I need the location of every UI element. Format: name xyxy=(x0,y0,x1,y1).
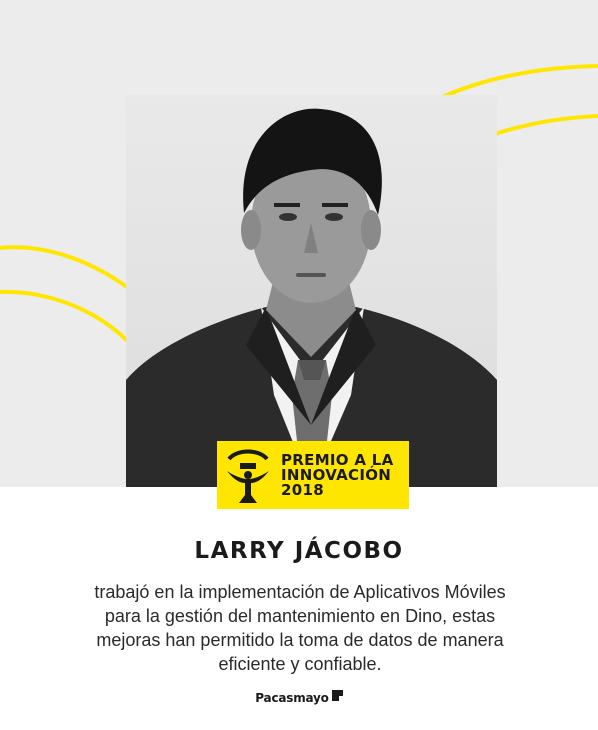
award-badge xyxy=(217,441,409,509)
portrait-photo xyxy=(126,95,497,487)
award-line-1: PREMIO A LA xyxy=(281,450,394,469)
award-line-3: 2018 xyxy=(281,480,324,499)
award-figure-icon xyxy=(223,445,273,505)
award-line-2: INNOVACIÓN xyxy=(281,465,392,484)
brand-footer xyxy=(0,691,598,705)
pacasmayo-mark-icon xyxy=(332,690,343,701)
brand-name: Pacasmayo xyxy=(255,691,329,705)
person-description: trabajó en la implementación de Aplicativos Móviles para la gestión del mantenimiento en Dino, estas mejoras han permitido la toma de datos de manera eficiente y confiable. xyxy=(94,582,506,674)
person-name: LARRY JÁCOBO xyxy=(194,538,404,564)
award-title xyxy=(281,450,394,499)
